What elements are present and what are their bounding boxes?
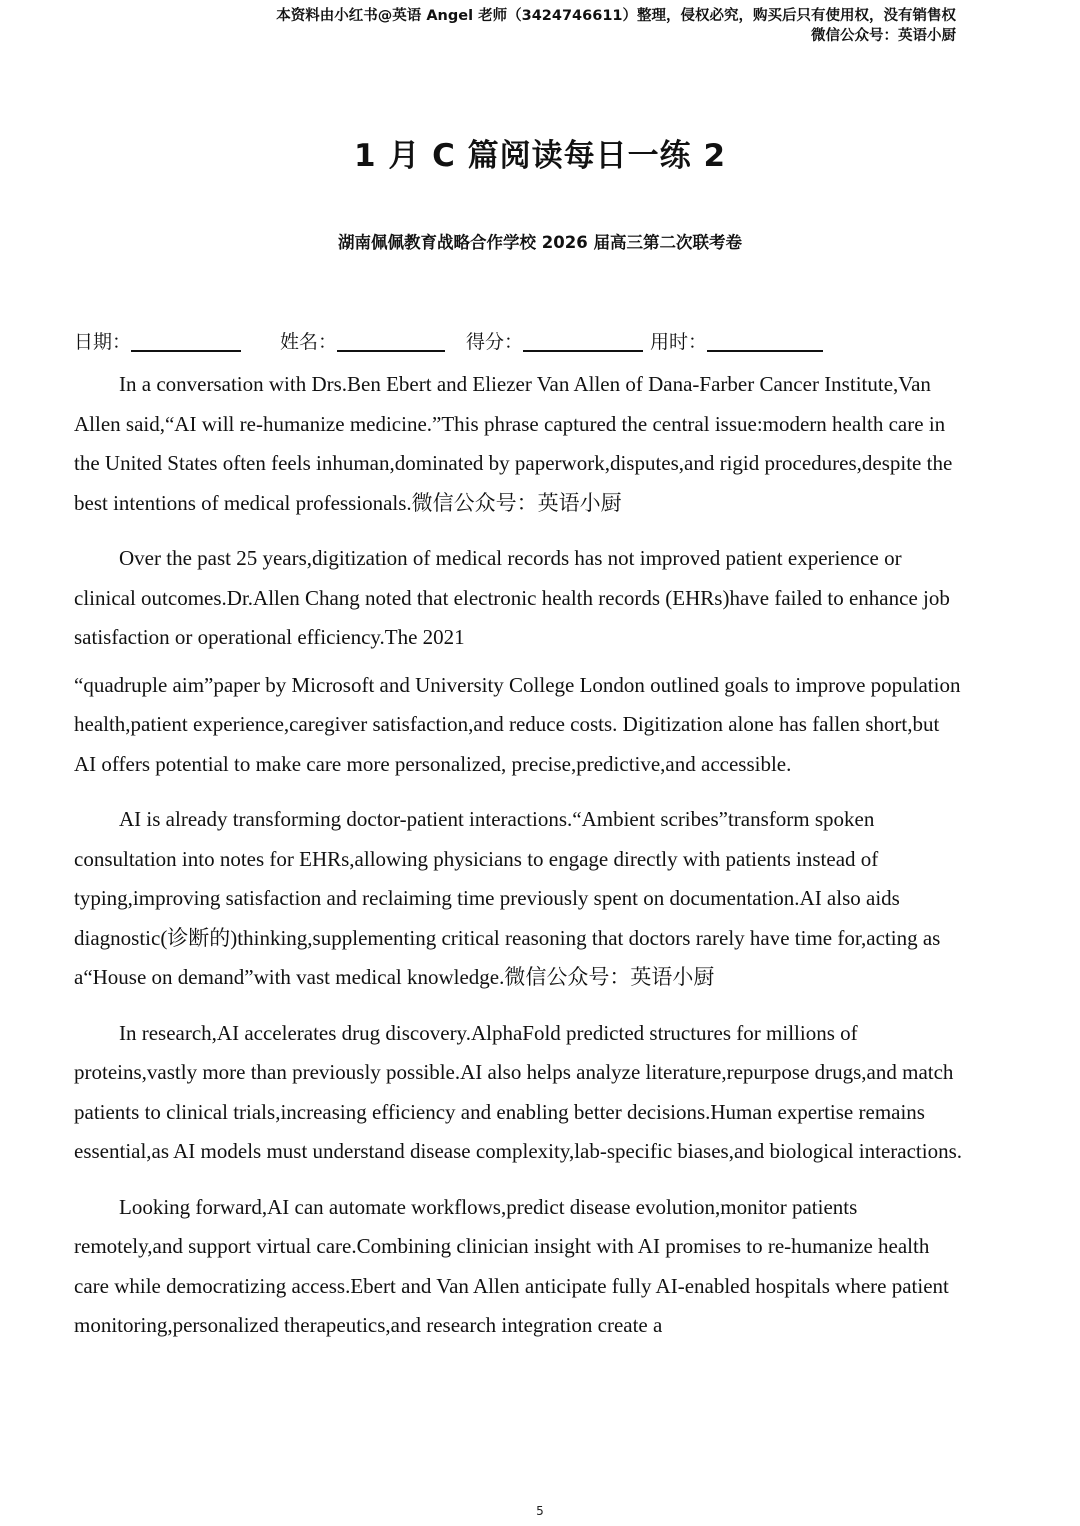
copyright-notice: 本资料由小红书@英语 Angel 老师（3424746611）整理，侵权必究，购买后只有使用权，没有销售权 bbox=[276, 8, 956, 24]
score-label: 得分： bbox=[466, 331, 524, 353]
name-field[interactable] bbox=[280, 327, 445, 354]
date-blank[interactable] bbox=[131, 330, 241, 352]
paragraph-5: Looking forward,AI can automate workflows,predict disease evolution,monitor patients remotely,and support virtual care.Combining clinician insight with AI promises to re-humanize health care while democratizing access.Ebert and Van Allen anticipate fully AI-enabled hospitals where patient monitoring,personalized therapeutics,and research integration create a bbox=[74, 1194, 949, 1337]
date-label: 日期： bbox=[74, 331, 132, 353]
score-field[interactable] bbox=[466, 327, 643, 354]
paragraph-2: Over the past 25 years,digitization of medical records has not improved patient experience or clinical outcomes.Dr.Allen Chang noted that electronic health records (EHRs)have failed to enhance job satisfaction or operational efficiency.The 2021 bbox=[74, 546, 950, 649]
reading-passage bbox=[74, 365, 964, 1362]
paragraph-4: In research,AI accelerates drug discovery.AlphaFold predicted structures for millions of proteins,vastly more than previously possible.AI also helps analyze literature,repurpose drugs,and match patients to clinical trials,increasing efficiency and enabling better decisions.Human expertise remains essential,as AI models must understand disease complexity,lab-specific biases,and biological interactions. bbox=[74, 1020, 962, 1163]
paragraph-1: In a conversation with Drs.Ben Ebert and Eliezer Van Allen of Dana-Farber Cancer Institute,Van Allen said,“AI will re-humanize medicine.”This phrase captured the central issue:modern health care in the United States often feels inhuman,dominated by paperwork,disputes,and rigid procedures,despite the best intentions of medical professionals.微信公众号：英语小厨 bbox=[74, 372, 953, 515]
time-label: 用时： bbox=[650, 331, 708, 353]
page-number: 5 bbox=[536, 1504, 544, 1518]
name-label: 姓名： bbox=[280, 331, 338, 353]
time-blank[interactable] bbox=[707, 330, 823, 352]
paragraph-2-continued: “quadruple aim”paper by Microsoft and University College London outlined goals to improve population health,patient experience,caregiver satisfaction,and reduce costs. Digitization alone has fallen short,but AI offers potential to make care more personalized, precise,predictive,and accessible. bbox=[74, 672, 961, 776]
date-field[interactable] bbox=[74, 327, 241, 354]
exam-source: 湖南佩佩教育战略合作学校 2026 届高三第二次联考卷 bbox=[338, 233, 742, 252]
name-blank[interactable] bbox=[337, 330, 445, 352]
wechat-notice: 微信公众号：英语小厨 bbox=[811, 28, 956, 44]
score-blank[interactable] bbox=[523, 330, 643, 352]
time-field[interactable] bbox=[650, 327, 823, 354]
paragraph-3: AI is already transforming doctor-patient interactions.“Ambient scribes”transform spoken consultation into notes for EHRs,allowing physicians to engage directly with patients instead of typing,improving satisfaction and reclaiming time previously spent on documentation.AI also aids diagnostic(诊断的)thinking,supplementing critical reasoning that doctors rarely have time for,acting as a“House on demand”with vast medical knowledge.微信公众号：英语小厨 bbox=[74, 807, 941, 989]
page-title: 1 月 C 篇阅读每日一练 2 bbox=[353, 138, 727, 174]
